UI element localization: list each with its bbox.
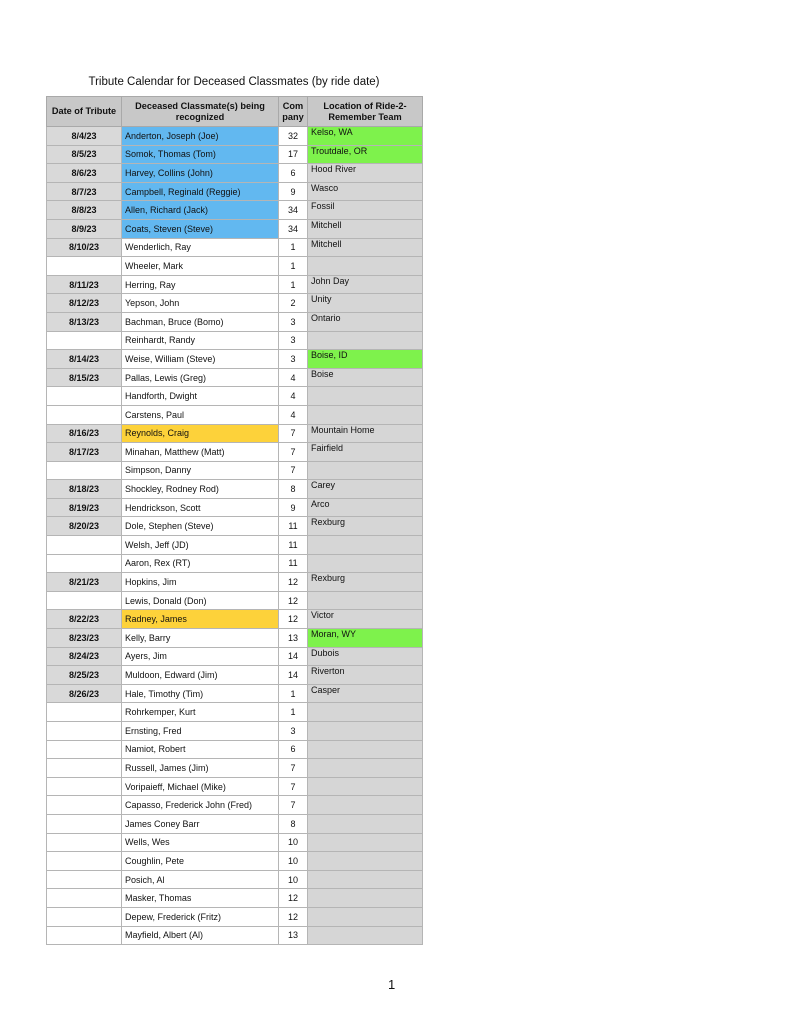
location-cell: Kelso, WA	[308, 127, 423, 146]
company-cell: 11	[279, 554, 308, 573]
header-date: Date of Tribute	[47, 97, 122, 127]
table-row	[47, 294, 423, 313]
location-cell	[308, 814, 423, 833]
classmate-name-cell: Allen, Richard (Jack)	[122, 201, 279, 220]
tribute-date-cell	[47, 331, 122, 350]
table-row	[47, 219, 423, 238]
tribute-date-cell	[47, 777, 122, 796]
location-cell: Carey	[308, 480, 423, 499]
tribute-date-cell: 8/6/23	[47, 164, 122, 183]
location-cell	[308, 703, 423, 722]
company-cell: 13	[279, 629, 308, 648]
location-cell	[308, 331, 423, 350]
table-row	[47, 164, 423, 183]
company-cell: 8	[279, 480, 308, 499]
company-cell: 12	[279, 889, 308, 908]
location-cell	[308, 461, 423, 480]
company-cell: 4	[279, 405, 308, 424]
company-cell: 3	[279, 722, 308, 741]
tribute-date-cell	[47, 889, 122, 908]
location-cell: Mitchell	[308, 219, 423, 238]
classmate-name-cell: Bachman, Bruce (Bomo)	[122, 312, 279, 331]
classmate-name-cell: Welsh, Jeff (JD)	[122, 536, 279, 555]
table-row	[47, 852, 423, 871]
company-cell: 3	[279, 331, 308, 350]
company-cell: 4	[279, 387, 308, 406]
tribute-date-cell	[47, 461, 122, 480]
location-cell: Mitchell	[308, 238, 423, 257]
table-row	[47, 145, 423, 164]
location-cell: John Day	[308, 275, 423, 294]
location-cell	[308, 796, 423, 815]
company-cell: 12	[279, 573, 308, 592]
tribute-date-cell	[47, 759, 122, 778]
location-cell: Rexburg	[308, 517, 423, 536]
tribute-date-cell: 8/18/23	[47, 480, 122, 499]
classmate-name-cell: Yepson, John	[122, 294, 279, 313]
table-row	[47, 312, 423, 331]
location-cell: Unity	[308, 294, 423, 313]
classmate-name-cell: Harvey, Collins (John)	[122, 164, 279, 183]
company-cell: 3	[279, 350, 308, 369]
classmate-name-cell: Weise, William (Steve)	[122, 350, 279, 369]
table-row	[47, 554, 423, 573]
company-cell: 14	[279, 647, 308, 666]
table-row	[47, 926, 423, 945]
table-row	[47, 591, 423, 610]
company-cell: 12	[279, 907, 308, 926]
tribute-date-cell: 8/13/23	[47, 312, 122, 331]
classmate-name-cell: Anderton, Joseph (Joe)	[122, 127, 279, 146]
classmate-name-cell: Minahan, Matthew (Matt)	[122, 443, 279, 462]
tribute-date-cell: 8/26/23	[47, 684, 122, 703]
classmate-name-cell: Wheeler, Mark	[122, 257, 279, 276]
classmate-name-cell: Pallas, Lewis (Greg)	[122, 368, 279, 387]
company-cell: 7	[279, 759, 308, 778]
header-location: Location of Ride-2-Remember Team	[308, 97, 423, 127]
table-row	[47, 870, 423, 889]
tribute-date-cell: 8/22/23	[47, 610, 122, 629]
company-cell: 1	[279, 703, 308, 722]
table-header	[47, 97, 423, 127]
table-row	[47, 777, 423, 796]
tribute-date-cell	[47, 926, 122, 945]
classmate-name-cell: Campbell, Reginald (Reggie)	[122, 182, 279, 201]
table-row	[47, 796, 423, 815]
table-row	[47, 536, 423, 555]
classmate-name-cell: Wells, Wes	[122, 833, 279, 852]
tribute-date-cell: 8/8/23	[47, 201, 122, 220]
classmate-name-cell: Simpson, Danny	[122, 461, 279, 480]
table-row	[47, 722, 423, 741]
location-cell: Rexburg	[308, 573, 423, 592]
tribute-date-cell	[47, 870, 122, 889]
company-cell: 9	[279, 498, 308, 517]
table-row	[47, 666, 423, 685]
company-cell: 10	[279, 833, 308, 852]
location-cell: Fossil	[308, 201, 423, 220]
company-cell: 34	[279, 201, 308, 220]
tribute-date-cell: 8/9/23	[47, 219, 122, 238]
table-row	[47, 424, 423, 443]
classmate-name-cell: Capasso, Frederick John (Fred)	[122, 796, 279, 815]
company-cell: 13	[279, 926, 308, 945]
tribute-date-cell: 8/23/23	[47, 629, 122, 648]
company-cell: 12	[279, 591, 308, 610]
tribute-date-cell: 8/12/23	[47, 294, 122, 313]
location-cell: Mountain Home	[308, 424, 423, 443]
company-cell: 10	[279, 852, 308, 871]
location-cell	[308, 722, 423, 741]
tribute-date-cell	[47, 387, 122, 406]
company-cell: 17	[279, 145, 308, 164]
tribute-date-cell	[47, 814, 122, 833]
location-cell	[308, 536, 423, 555]
company-cell: 9	[279, 182, 308, 201]
table-row	[47, 275, 423, 294]
location-cell	[308, 889, 423, 908]
classmate-name-cell: Dole, Stephen (Steve)	[122, 517, 279, 536]
company-cell: 6	[279, 164, 308, 183]
location-cell	[308, 387, 423, 406]
tribute-date-cell	[47, 852, 122, 871]
tribute-date-cell	[47, 740, 122, 759]
tribute-calendar-table	[46, 96, 423, 945]
tribute-date-cell: 8/21/23	[47, 573, 122, 592]
table-row	[47, 573, 423, 592]
classmate-name-cell: Herring, Ray	[122, 275, 279, 294]
location-cell	[308, 554, 423, 573]
classmate-name-cell: Carstens, Paul	[122, 405, 279, 424]
table-row	[47, 629, 423, 648]
classmate-name-cell: Mayfield, Albert (Al)	[122, 926, 279, 945]
classmate-name-cell: Aaron, Rex (RT)	[122, 554, 279, 573]
company-cell: 7	[279, 796, 308, 815]
company-cell: 34	[279, 219, 308, 238]
classmate-name-cell: Reynolds, Craig	[122, 424, 279, 443]
table-row	[47, 684, 423, 703]
table-row	[47, 647, 423, 666]
tribute-date-cell: 8/14/23	[47, 350, 122, 369]
company-cell: 2	[279, 294, 308, 313]
tribute-date-cell: 8/24/23	[47, 647, 122, 666]
company-cell: 1	[279, 684, 308, 703]
location-cell	[308, 740, 423, 759]
location-cell	[308, 777, 423, 796]
classmate-name-cell: Somok, Thomas (Tom)	[122, 145, 279, 164]
location-cell	[308, 907, 423, 926]
tribute-date-cell	[47, 796, 122, 815]
table-row	[47, 833, 423, 852]
location-cell	[308, 870, 423, 889]
classmate-name-cell: Kelly, Barry	[122, 629, 279, 648]
table-row	[47, 498, 423, 517]
company-cell: 1	[279, 275, 308, 294]
tribute-date-cell	[47, 907, 122, 926]
classmate-name-cell: Rohrkemper, Kurt	[122, 703, 279, 722]
table-row	[47, 331, 423, 350]
company-cell: 7	[279, 443, 308, 462]
location-cell: Boise	[308, 368, 423, 387]
tribute-date-cell	[47, 257, 122, 276]
table-row	[47, 201, 423, 220]
table-row	[47, 238, 423, 257]
location-cell: Troutdale, OR	[308, 145, 423, 164]
company-cell: 6	[279, 740, 308, 759]
location-cell: Casper	[308, 684, 423, 703]
location-cell: Moran, WY	[308, 629, 423, 648]
company-cell: 11	[279, 536, 308, 555]
tribute-date-cell: 8/10/23	[47, 238, 122, 257]
table-row	[47, 127, 423, 146]
table-body	[47, 127, 423, 945]
table-row	[47, 350, 423, 369]
location-cell: Victor	[308, 610, 423, 629]
location-cell: Hood River	[308, 164, 423, 183]
table-row	[47, 907, 423, 926]
company-cell: 3	[279, 312, 308, 331]
location-cell: Fairfield	[308, 443, 423, 462]
classmate-name-cell: Reinhardt, Randy	[122, 331, 279, 350]
tribute-date-cell: 8/19/23	[47, 498, 122, 517]
table-row	[47, 257, 423, 276]
location-cell	[308, 926, 423, 945]
location-cell: Riverton	[308, 666, 423, 685]
company-cell: 12	[279, 610, 308, 629]
classmate-name-cell: Voripaieff, Michael (Mike)	[122, 777, 279, 796]
page-number: 1	[388, 977, 396, 992]
tribute-date-cell: 8/15/23	[47, 368, 122, 387]
classmate-name-cell: Lewis, Donald (Don)	[122, 591, 279, 610]
location-cell	[308, 591, 423, 610]
location-cell	[308, 257, 423, 276]
table-row	[47, 703, 423, 722]
location-cell: Wasco	[308, 182, 423, 201]
table-row	[47, 368, 423, 387]
classmate-name-cell: James Coney Barr	[122, 814, 279, 833]
table-row	[47, 443, 423, 462]
tribute-date-cell	[47, 591, 122, 610]
location-cell: Ontario	[308, 312, 423, 331]
header-row	[47, 97, 423, 127]
company-cell: 14	[279, 666, 308, 685]
tribute-date-cell: 8/16/23	[47, 424, 122, 443]
header-classmate: Deceased Classmate(s) being recognized	[122, 97, 279, 127]
company-cell: 8	[279, 814, 308, 833]
location-cell	[308, 759, 423, 778]
table-row	[47, 759, 423, 778]
classmate-name-cell: Wenderlich, Ray	[122, 238, 279, 257]
table-row	[47, 814, 423, 833]
tribute-date-cell	[47, 554, 122, 573]
classmate-name-cell: Coughlin, Pete	[122, 852, 279, 871]
tribute-date-cell: 8/5/23	[47, 145, 122, 164]
location-cell: Dubois	[308, 647, 423, 666]
company-cell: 7	[279, 461, 308, 480]
company-cell: 1	[279, 238, 308, 257]
tribute-date-cell: 8/17/23	[47, 443, 122, 462]
table-row	[47, 480, 423, 499]
location-cell	[308, 405, 423, 424]
tribute-date-cell: 8/25/23	[47, 666, 122, 685]
classmate-name-cell: Posich, Al	[122, 870, 279, 889]
table-row	[47, 387, 423, 406]
tribute-date-cell	[47, 536, 122, 555]
tribute-date-cell: 8/7/23	[47, 182, 122, 201]
tribute-date-cell: 8/4/23	[47, 127, 122, 146]
table-row	[47, 461, 423, 480]
tribute-date-cell: 8/11/23	[47, 275, 122, 294]
classmate-name-cell: Muldoon, Edward (Jim)	[122, 666, 279, 685]
company-cell: 7	[279, 424, 308, 443]
company-cell: 11	[279, 517, 308, 536]
tribute-date-cell: 8/20/23	[47, 517, 122, 536]
table-row	[47, 405, 423, 424]
company-cell: 32	[279, 127, 308, 146]
classmate-name-cell: Hendrickson, Scott	[122, 498, 279, 517]
classmate-name-cell: Handforth, Dwight	[122, 387, 279, 406]
table-row	[47, 517, 423, 536]
classmate-name-cell: Shockley, Rodney Rod)	[122, 480, 279, 499]
document-title: Tribute Calendar for Deceased Classmates (by ride date)	[88, 76, 380, 88]
location-cell: Arco	[308, 498, 423, 517]
classmate-name-cell: Depew, Frederick (Fritz)	[122, 907, 279, 926]
company-cell: 4	[279, 368, 308, 387]
classmate-name-cell: Coats, Steven (Steve)	[122, 219, 279, 238]
classmate-name-cell: Hale, Timothy (Tim)	[122, 684, 279, 703]
classmate-name-cell: Hopkins, Jim	[122, 573, 279, 592]
header-company: Com pany	[279, 97, 308, 127]
company-cell: 7	[279, 777, 308, 796]
tribute-date-cell	[47, 833, 122, 852]
location-cell: Boise, ID	[308, 350, 423, 369]
tribute-date-cell	[47, 722, 122, 741]
classmate-name-cell: Russell, James (Jim)	[122, 759, 279, 778]
classmate-name-cell: Ernsting, Fred	[122, 722, 279, 741]
table-row	[47, 889, 423, 908]
classmate-name-cell: Ayers, Jim	[122, 647, 279, 666]
tribute-date-cell	[47, 703, 122, 722]
company-cell: 1	[279, 257, 308, 276]
location-cell	[308, 852, 423, 871]
table-row	[47, 740, 423, 759]
tribute-date-cell	[47, 405, 122, 424]
classmate-name-cell: Radney, James	[122, 610, 279, 629]
classmate-name-cell: Masker, Thomas	[122, 889, 279, 908]
table-row	[47, 182, 423, 201]
company-cell: 10	[279, 870, 308, 889]
table-row	[47, 610, 423, 629]
location-cell	[308, 833, 423, 852]
classmate-name-cell: Namiot, Robert	[122, 740, 279, 759]
